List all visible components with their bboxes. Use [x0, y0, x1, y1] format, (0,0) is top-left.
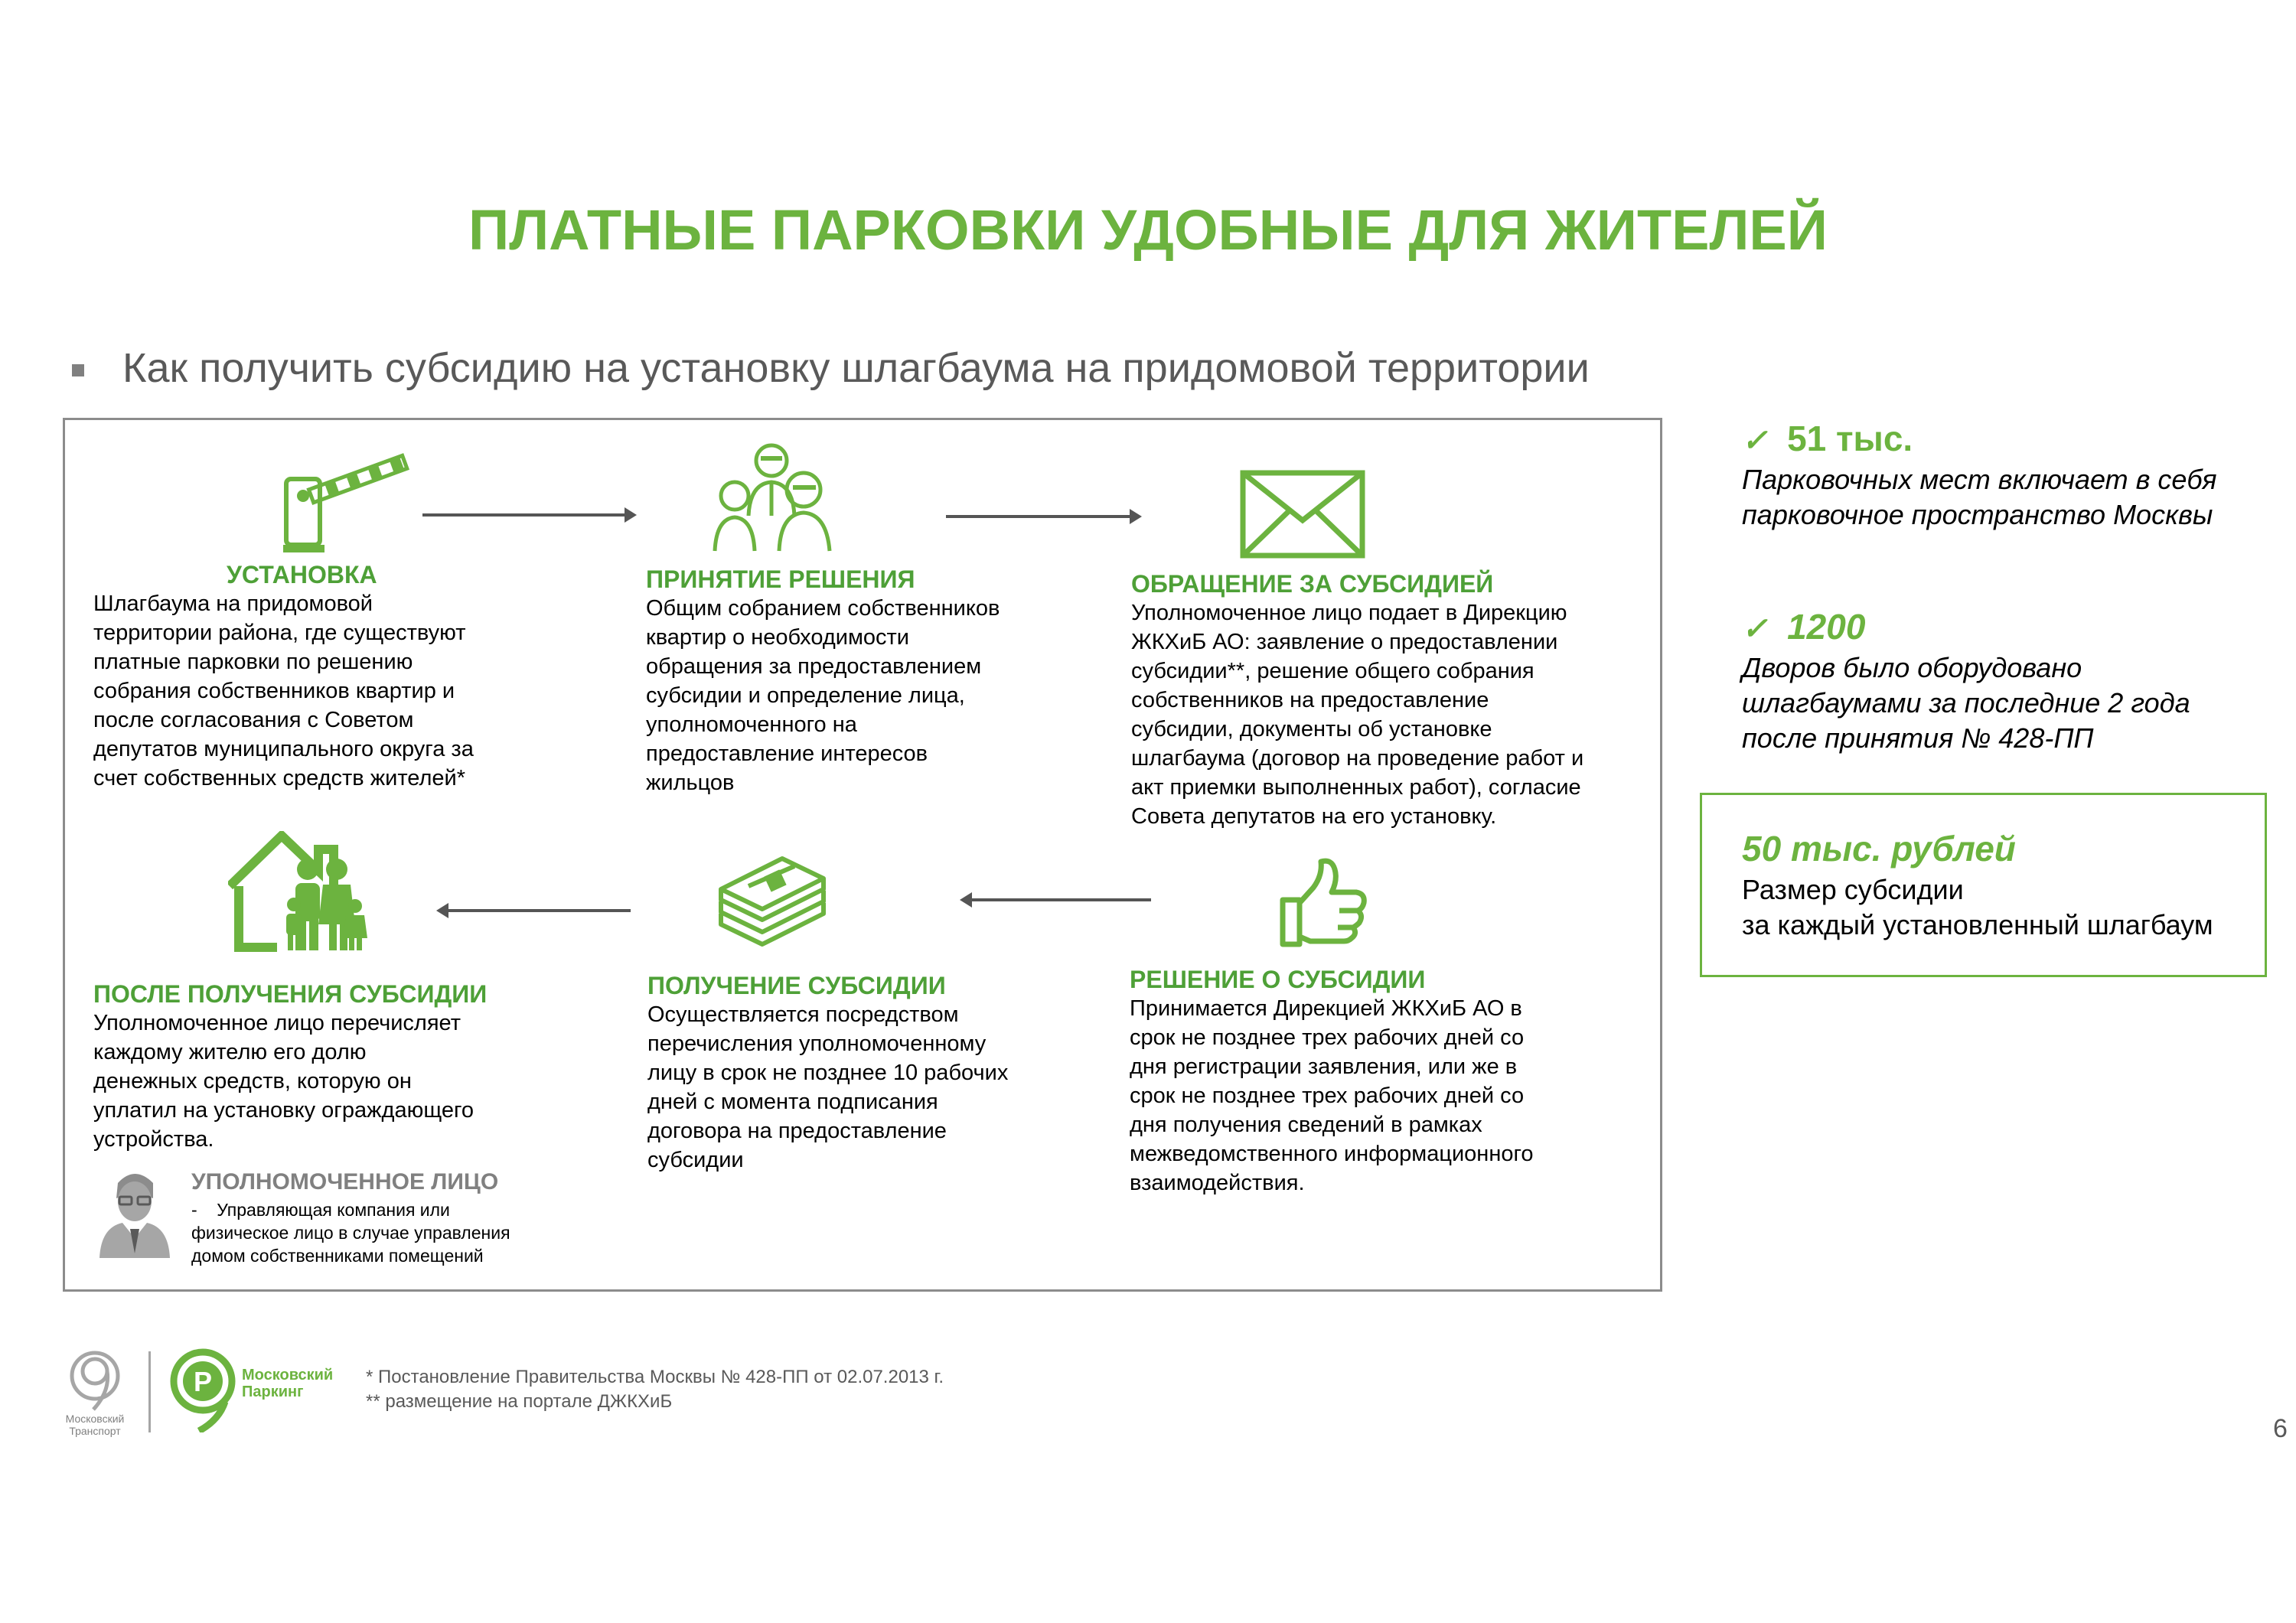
footnote-2: ** размещение на портале ДЖКХиБ — [366, 1391, 673, 1412]
subsidy-value: 50 тыс. рублей — [1742, 829, 2016, 869]
check-icon: ✓ — [1742, 612, 1768, 646]
check-icon: ✓ — [1742, 424, 1768, 458]
step-application-heading: ОБРАЩЕНИЕ ЗА СУБСИДИЕЙ — [1131, 570, 1494, 598]
thumbs-up-icon — [1280, 857, 1368, 949]
subsidy-desc — [1742, 872, 2262, 943]
people-group-icon — [712, 439, 834, 554]
arrow-left-1 — [447, 909, 631, 912]
moscow-parking-caption — [242, 1367, 333, 1400]
step-installation-text: Шлагбаума на придомовой территории района, где существуют платные парковки по решению собрания собственников квартир и после согласования с Советом депутатов муниципального округа за счет собственных средств жителей* — [93, 592, 474, 790]
page-subtitle: Как получить субсидию на установку шлагбаума на придомовой территории — [122, 345, 1590, 391]
step-decision-subsidy-text: Принимается Дирекцией ЖКХиБ АО в срок не позднее трех рабочих дней со дня регистрации заявления, или же в срок не позднее трех рабочих дней со дня получения сведений в рамках межведомственного информационного взаимодействия. — [1130, 996, 1534, 1195]
step-decision-heading: ПРИНЯТИЕ РЕШЕНИЯ — [646, 565, 915, 593]
authorized-line-2: физическое лицо в случае управления — [191, 1223, 510, 1243]
stat-desc-line: парковочное пространство Москвы — [1742, 499, 2213, 530]
stat-value: 1200 — [1787, 607, 1866, 647]
step-receiving-text: Осуществляется посредством перечисления уполномоченному лицу в срок не позднее 10 рабочих дней с момента подписания договора на предоставление субсидии — [647, 1002, 1009, 1172]
stat-desc-line: Парковочных мест включает в себя — [1742, 464, 2217, 495]
stat-desc-line: после принятия № 428-ПП — [1742, 722, 2094, 754]
money-stack-icon — [718, 855, 827, 950]
logo-line: Транспорт — [69, 1425, 121, 1437]
logo-line: Паркинг — [242, 1383, 304, 1400]
step-decision-text: Общим собранием собственников квартир о необходимости обращения за предоставлением субсидии и определение лица, уполномоченного на предоставление интересов жильцов — [646, 596, 1000, 795]
step-after-subsidy-heading: ПОСЛЕ ПОЛУЧЕНИЯ СУБСИДИИ — [93, 980, 488, 1008]
step-application-text: Уполномоченное лицо подает в Дирекцию ЖКХиБ АО: заявление о предоставлении субсидии**, решение общего собрания собственников на предоставление субсидии, документы об установке шлагбаума (договор на проведение работ и акт приемки выполненных работ), согласие Совета депутатов на его установку. — [1131, 601, 1584, 829]
subsidy-desc-line: Размер субсидии — [1742, 874, 1964, 905]
envelope-icon — [1240, 470, 1365, 559]
page-number: 6 — [2273, 1414, 2288, 1443]
moscow-transport-caption — [52, 1413, 138, 1437]
dash: - — [191, 1200, 197, 1220]
authorized-line-1: Управляющая компания или — [217, 1200, 450, 1220]
authorized-person-text — [191, 1198, 559, 1267]
arrow-left-2 — [970, 898, 1151, 901]
barrier-gate-icon — [283, 448, 413, 556]
stat-desc-line: шлагбаумами за последние 2 года — [1742, 687, 2190, 719]
house-family-icon — [228, 831, 369, 953]
subsidy-desc-line: за каждый установленный шлагбаум — [1742, 909, 2213, 940]
stat-value: 51 тыс. — [1787, 419, 1913, 458]
step-receiving-heading: ПОЛУЧЕНИЕ СУБСИДИИ — [647, 972, 946, 999]
authorized-person-icon — [99, 1168, 170, 1258]
authorized-person-heading: УПОЛНОМОЧЕННОЕ ЛИЦО — [191, 1169, 499, 1194]
footnote-1: * Постановление Правительства Москвы № 428-ПП от 02.07.2013 г. — [366, 1367, 944, 1387]
stat-parking-spaces — [1742, 418, 1913, 459]
stat-courtyards — [1742, 606, 1865, 647]
logo-line: Московский — [242, 1367, 334, 1383]
logo-divider — [148, 1351, 151, 1432]
stat-parking-desc — [1742, 462, 2278, 533]
page-title: ПЛАТНЫЕ ПАРКОВКИ УДОБНЫЕ ДЛЯ ЖИТЕЛЕЙ — [468, 198, 1828, 262]
step-decision-subsidy-heading: РЕШЕНИЕ О СУБСИДИИ — [1130, 966, 1426, 993]
authorized-line-3: домом собственниками помещений — [191, 1246, 484, 1266]
arrow-right-1 — [422, 513, 626, 517]
moscow-transport-logo — [64, 1348, 126, 1411]
step-after-subsidy-text: Уполномоченное лицо перечисляет каждому жителю его долю денежных средств, которую он уплатил на установку ограждающего устройства. — [93, 1011, 475, 1152]
moscow-parking-logo — [168, 1347, 237, 1432]
logo-line: Московский — [65, 1413, 125, 1425]
step-installation-heading: УСТАНОВКА — [227, 561, 377, 588]
arrow-right-2 — [946, 515, 1131, 518]
stat-courtyards-desc — [1742, 650, 2278, 756]
parking-letter: P — [193, 1366, 213, 1397]
bullet-square-icon — [72, 364, 84, 376]
stat-desc-line: Дворов было оборудовано — [1742, 652, 2082, 683]
